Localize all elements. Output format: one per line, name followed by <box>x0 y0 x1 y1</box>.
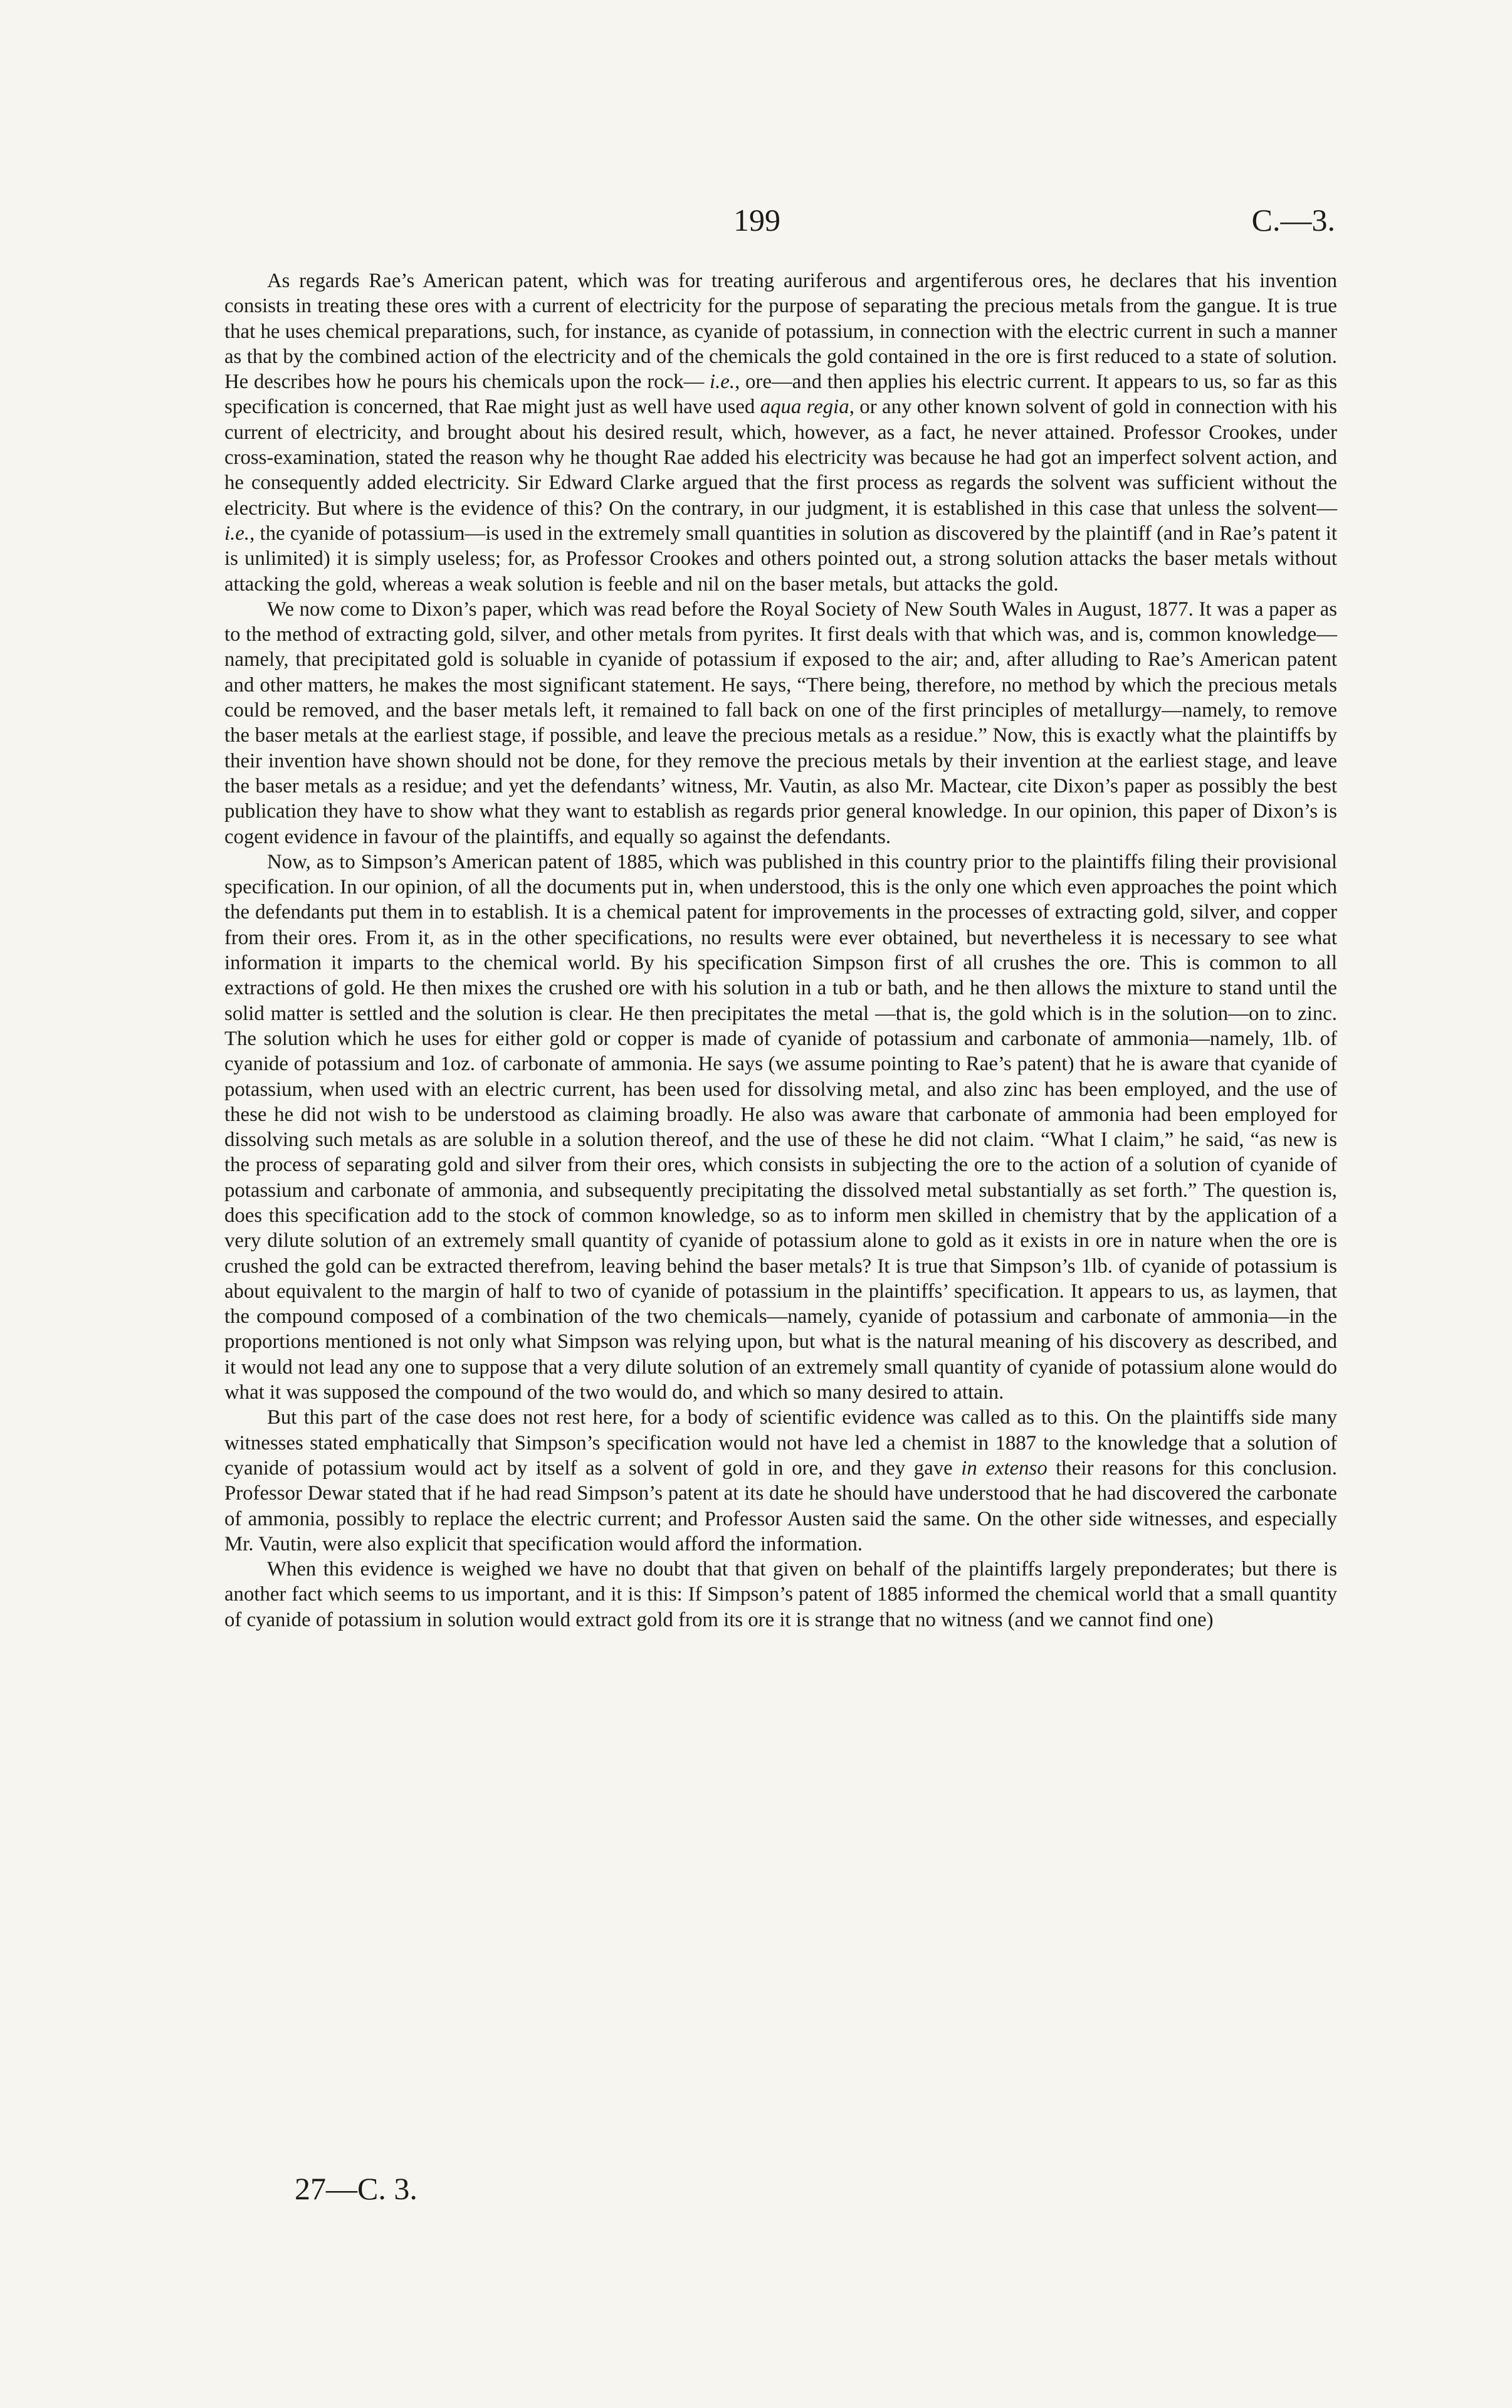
paragraph-weighed-evidence: When this evidence is weighed we have no doubt that that given on behalf of the plaintiffs largely preponderates; but there is another fact which seems to us important, and it is this: If Simpson’s patent of 1885 informed the chemical world that a small quantity of cyanide of potassium in solution would extract gold from its ore it is strange that no witness (and we cannot find one) <box>224 1558 1337 1631</box>
document-reference: C.—3. <box>1251 202 1335 238</box>
body-text <box>224 268 1337 1632</box>
page-header <box>226 202 1335 258</box>
page-number: 199 <box>733 202 780 238</box>
paragraph-dixon-paper: We now come to Dixon’s paper, which was read before the Royal Society of New South Wales in August, 1877. It was a paper as to the method of extracting gold, silver, and other metals from pyrites. It first deals with that which was, and is, common knowledge—namely, that precipitated gold is soluable in cyanide of potassium if exposed to the air; and, after alluding to Rae’s American patent and other matters, he makes the most significant statement. He says, “There being, therefore, no method by which the precious metals could be removed, and the baser metals left, it remained to fall back on one of the first principles of metallurgy—namely, to remove the baser metals at the earliest stage, if possible, and leave the precious metals as a residue.” Now, this is exactly what the plaintiffs by their invention have shown should not be done, for they remove the precious metals by their invention at the earliest stage, and leave the baser metals as a residue; and yet the defendants’ witness, Mr. Vautin, as also Mr. Mactear, cite Dixon’s paper as possibly the best publication they have to show what they want to establish as regards prior general knowledge. In our opinion, this paper of Dixon’s is cogent evidence in favour of the plaintiffs, and equally so against the defendants. <box>224 597 1337 848</box>
signature-mark: 27—C. 3. <box>295 2171 417 2206</box>
paragraph-scientific-evidence: But this part of the case does not rest here, for a body of scientific evidence was called as to this. On the plaintiffs side many witnesses stated emphatically that Simpson’s specification would not have led a chemist in 1887 to the knowledge that a solution of cyanide of potassium would act by itself as a solvent of gold in ore, and they gave in extenso their reasons for this conclusion. Professor Dewar stated that if he had read Simpson’s patent at its date he should have understood that he had discovered the carbonate of ammonia, possibly to replace the electric current; and Professor Austen said the same. On the other side witnesses, and especially Mr. Vautin, were also explicit that specification would afford the information. <box>224 1406 1337 1555</box>
paragraph-simpson-patent: Now, as to Simpson’s American patent of 1885, which was published in this country prior to the plaintiffs filing their provisional specification. In our opinion, of all the documents put in, when understood, this is the only one which even approaches the point which the defendants put them in to establish. It is a chemical patent for improvements in the processes of extracting gold, silver, and copper from their ores. From it, as in the other specifications, no results were ever obtained, but nevertheless it is necessary to see what information it imparts to the chemical world. By his specification Simpson first of all crushes the ore. This is common to all extractions of gold. He then mixes the crushed ore with his solution in a tub or bath, and he then allows the mixture to stand until the solid matter is settled and the solution is clear. He then precipitates the metal —that is, the gold which is in the solution—on to zinc. The solution which he uses for either gold or copper is made of cyanide of potassium and carbonate of ammonia—namely, 1lb. of cyanide of potassium and 1oz. of carbonate of ammonia. He says (we assume pointing to Rae’s patent) that he is aware that cyanide of potassium, when used with an electric current, has been used for dissolving metal, and also zinc has been employed, and the use of these he did not wish to be understood as claiming broadly. He also was aware that carbonate of ammonia had been employed for dissolving such metals as are soluble in a solution thereof, and the use of these he did not claim. “What I claim,” he said, “as new is the process of separating gold and silver from their ores, which consists in subjecting the ore to the action of a solution of cyanide of potassium and carbonate of ammonia, and subsequently precipitating the dissolved metal substantially as set forth.” The question is, does this specification add to the stock of common knowledge, so as to inform men skilled in chemistry that by the application of a very dilute solution of an extremely small quantity of cyanide of potassium alone to gold as it exists in ore in nature when the ore is crushed the gold can be extracted therefrom, leaving behind the baser metals? It is true that Simpson’s 1lb. of cyanide of potassium is about equivalent to the margin of half to two of cyanide of potassium in the plaintiffs’ specification. It appears to us, as laymen, that the compound composed of a combination of the two chemicals—namely, cyanide of potassium and carbonate of ammonia—in the proportions mentioned is not only what Simpson was relying upon, but what is the natural meaning of his discovery as described, and it would not lead any one to suppose that a very dilute solution of an extremely small quantity of cyanide of potassium alone would do what it was supposed the compound of the two would do, and which so many desired to attain. <box>224 850 1337 1404</box>
paragraph-rae-patent: As regards Rae’s American patent, which was for treating auriferous and argentiferous ores, he declares that his invention consists in treating these ores with a current of electricity for the purpose of separating the precious metals from the gangue. It is true that he uses chemical preparations, such, for instance, as cyanide of potassium, in connection with the electric current in such a manner as that by the combined action of the electricity and of the chemicals the gold contained in the ore is first reduced to a state of solution. He describes how he pours his chemicals upon the rock— i.e., ore—and then applies his electric current. It appears to us, so far as this specification is concerned, that Rae might just as well have used aqua regia, or any other known solvent of gold in connection with his current of electricity, and brought about his desired result, which, however, as a fact, he never attained. Professor Crookes, under cross-examination, stated the reason why he thought Rae added his electricity was because he had got an imperfect solvent action, and he consequently added electricity. Sir Edward Clarke argued that the first process as regards the solvent was sufficient without the electricity. But where is the evidence of this? On the contrary, in our judgment, it is established in this case that unless the solvent—i.e., the cyanide of potassium—is used in the extremely small quantities in solution as discovered by the plaintiff (and in Rae’s patent it is unlimited) it is simply useless; for, as Professor Crookes and others pointed out, a strong solution attacks the baser metals without attacking the gold, whereas a weak solution is feeble and nil on the baser metals, but attacks the gold. <box>224 270 1337 596</box>
